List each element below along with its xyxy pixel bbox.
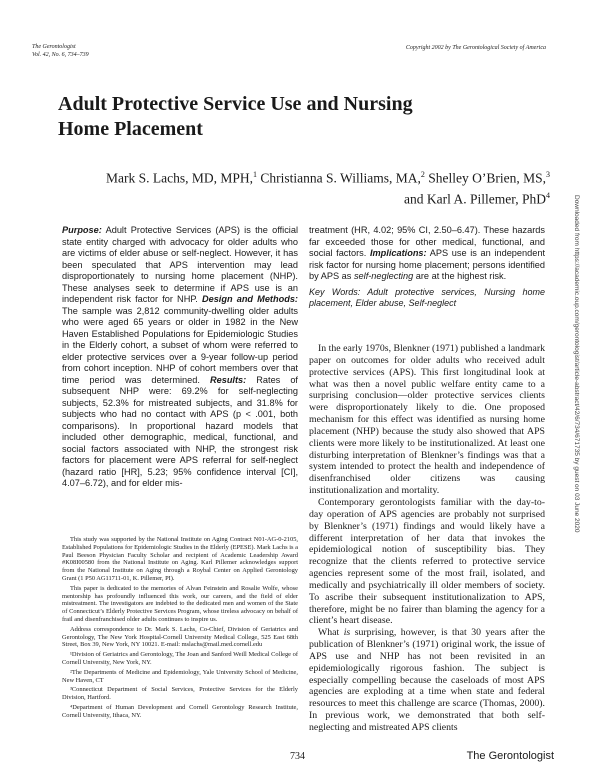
self-neglecting-term: self-neglecting bbox=[353, 271, 414, 281]
copyright-notice: Copyright 2002 by The Gerontological Society of America bbox=[405, 45, 546, 51]
results-label: Results: bbox=[209, 374, 247, 385]
purpose-label: Purpose: bbox=[62, 225, 102, 235]
download-watermark: Downloaded from https://academic.oup.com/gerontologist/article-abstract/42/6/734/671735 by guest on 03 June 2020 bbox=[573, 195, 580, 533]
author-pillemer: and Karl A. Pillemer, PhD bbox=[404, 191, 546, 206]
implications-end: are at the highest risk. bbox=[413, 271, 507, 281]
body-p3-lead: What bbox=[318, 627, 344, 639]
journal-name: The Gerontologist bbox=[32, 44, 76, 50]
author-lachs-affil: 1 bbox=[253, 170, 258, 179]
note-funding: This study was supported by the National Institute on Aging Contract N01-AG-0-2105, Established Populations for Epidemiologic Studies in the Elderly (EPESE). Mark Lachs is a Paul Beeson Physician Faculty Scholar and recipient of Academic Leadership Award #K08I00580 from the National Institute on Aging. Karl Pillemer acknowledges support from the National Institute on Aging through a Roybal Center on Applied Gerontology Grant (1 P50 AG11711-01, K. Pillemer, PI). bbox=[62, 536, 298, 582]
author-obrien: Shelley O’Brien, MS, bbox=[424, 170, 546, 186]
author-lachs: Mark S. Lachs, MD, MPH, bbox=[106, 170, 254, 186]
results-text: Rates of subsequent NHP were: 69.2% for self-neglecting subjects, 52.3% for mistreated subjects, and 31.8% for subjects who had no contact with APS (p < .001, both comparisons). In proportional hazard models that included other demographic, medical, functional, and social factors associated with NHP, the strongest risk factors for placement were APS referral for self-neglect (hazard ratio [HR], 5.23; 95% confidence interval [CI], 4.07–6.72), and for elder mis- bbox=[62, 374, 298, 488]
abstract-right bbox=[309, 225, 545, 309]
note-correspondence: Address correspondence to Dr. Mark S. Lachs, Co-Chief, Division of Geriatrics and Gerontology, The New York Hospital-Cornell University Medical College, 525 East 68th Street, Box 39, New York, NY 10021. E-mail: mslachs@mail.med.cornell.edu bbox=[62, 625, 298, 649]
body-p3-is: is bbox=[343, 627, 351, 639]
body-text bbox=[309, 343, 545, 734]
note-dedication: This paper is dedicated to the memories of Alvan Feinstein and Rosalie Wolfe, whose mentorship has profoundly influenced this work, our careers, and the field of elder mistreatment. The investigators are indebted to the dedicated men and women of the State of Connecticut’s Elderly Protective Services Program, whose tireless advocacy on behalf of frail and disenfranchised older adults continues to inspire us. bbox=[62, 584, 298, 623]
footer-journal-name: The Gerontologist bbox=[466, 750, 554, 762]
note-affiliation-3: ³Connecticut Department of Social Services, Protective Services for the Elderly Division, Hartford. bbox=[62, 686, 298, 702]
abstract-continuation: treatment (HR, 4.02; 95% CI, 2.50–6.47). These hazards far exceeded those for other medical, functional, and social factors. bbox=[309, 225, 545, 258]
note-affiliation-4: ⁴Department of Human Development and Cornell Gerontology Research Institute, Cornell University, Ithaca, NY. bbox=[62, 703, 298, 719]
body-paragraph-3 bbox=[309, 627, 545, 734]
body-paragraph-2: Contemporary gerontologists familiar with the day-to-day operation of APS agencies are probably not surprised by Blenkner’s (1971) findings and would likely have a different interpretation of her data that invokes the epidemiological notion of susceptibility bias. They recognize that the clients referred to protective service agencies represent some of the most frail, isolated, and medically and psychiatrically ill older members of society. To ascribe their subsequent institutionalization to APS, therefore, might be no fairer than blaming the agency for a client’s heart disease. bbox=[309, 496, 545, 627]
methods-label: Design and Methods: bbox=[201, 294, 298, 304]
keywords: Key Words: Adult protective services, Nursing home placement, Elder abuse, Self-neglect bbox=[309, 286, 545, 308]
page-number: 734 bbox=[290, 751, 305, 762]
author-williams: Christianna S. Williams, MA, bbox=[257, 170, 421, 186]
note-affiliation-2: ²The Departments of Medicine and Epidemiology, Yale University School of Medicine, New Haven, CT bbox=[62, 668, 298, 684]
note-affiliation-1: ¹Division of Geriatrics and Gerontology, The Joan and Sanford Weill Medical College of Cornell University, New York, NY. bbox=[62, 651, 298, 666]
volume-info: Vol. 42, No. 6, 734–739 bbox=[32, 52, 89, 58]
author-williams-affil: 2 bbox=[420, 170, 425, 179]
article-title: Adult Protective Service Use and Nursing Home Placement bbox=[58, 93, 413, 140]
implications-label: Implications: bbox=[369, 248, 427, 258]
purpose-text: Adult Protective Services (APS) is the official state entity charged with advocacy for older adults who are victims of elder abuse or self-neglect. However, it has been speculated that APS intervention may lead disproportionately to nursing home placement (NHP). These analyses seek to determine if APS use is an independent risk factor for NHP. bbox=[62, 225, 298, 304]
author-pillemer-affil: 4 bbox=[546, 190, 550, 200]
author-obrien-affil: 3 bbox=[546, 170, 550, 179]
methods-text: The sample was 2,812 community-dwelling older adults who were aged 65 years or older in 1982 in the New Haven Established Populations for Epidemiologic Studies in the Elderly cohort, a subset of whom were referred to elder protective services over a 9-year follow-up period from cohort inception. NHP of cohort members over that time period was determined. bbox=[62, 305, 298, 385]
footnotes bbox=[62, 536, 298, 722]
body-paragraph-1: In the early 1970s, Blenkner (1971) published a landmark paper on outcomes for older adults who received adult protective services (APS). This first longitudinal look at what was then a novel public welfare entity came to a surprising conclusion—older protective services clients were disproportionately likely to die. One proposed mechanism for this effect was identified as nursing home placement (NHP) because the study also showed that APS clients were more likely to be institutionalized. At least one disturbing interpretation of Blenkner’s findings was that a system intended to protect the health and independence of disenfranchised older citizens was causing institutionalization and mortality. bbox=[309, 343, 545, 497]
body-p3-rest: surprising, however, is that 30 years after the publication of Blenkner’s (1971) original work, the issue of APS use and NHP has not been revisited in an epidemiologically rigorous fashion. The subject is especially compelling because the caseloads of most APS agencies are exploding at a time when state and federal resources to meet this challenge are scarce (Thomas, 2000). In previous work, we demonstrated that both self-neglecting and mistreated APS clients bbox=[309, 627, 545, 733]
implications-text: APS use is an independent risk factor for nursing home placement; persons identified by APS as bbox=[309, 248, 546, 281]
author-list bbox=[50, 166, 550, 207]
abstract-left bbox=[62, 225, 298, 490]
